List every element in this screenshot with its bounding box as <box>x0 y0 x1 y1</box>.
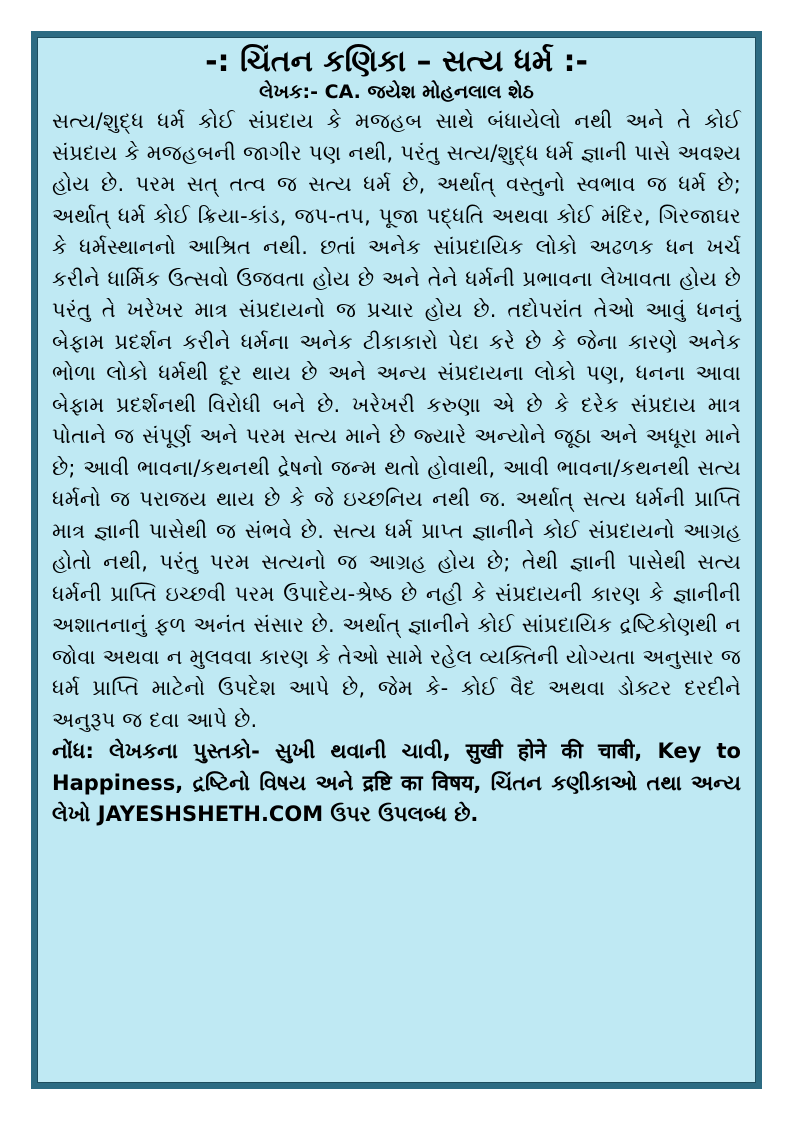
author-line: લેખક:- CA. જયેશ મોહનલાલ શેઠ <box>259 81 534 103</box>
document-panel <box>37 37 756 1083</box>
document-title: -: ચિંતન કણિકા – સત્ય ધર્મ :- <box>205 44 588 79</box>
document-frame <box>31 31 762 1089</box>
author-note: નોંધ: લેખકના પુસ્તકો- સુખી થવાની ચાવી, सुखी होने की चाबी, Key to Happiness, દ્રષ્ટિનો વિષય અને द्रष्टि का विषय, ચિંતન કણીકાઓ તથા અન્ય લેખો JAYESHSHETH.COM ઉપર ઉપલબ્ધ છે. <box>52 739 741 826</box>
body-paragraph: સત્ય/શુદ્ધ ધર્મ કોઈ સંપ્રદાય કે મજહબ સાથે બંધાયેલો નથી અને તે કોઈ સંપ્રદાય કે મજહબની જાગીર પણ નથી, પરંતુ સત્ય/શુદ્ધ ધર્મ જ્ઞાની પાસે અવશ્ય હોય છે. પરમ સત્ તત્વ જ સત્ય ધર્મ છે, અર્થાત્ વસ્તુનો સ્વભાવ જ ધર્મ છે; અર્થાત્ ધર્મ કોઈ ક્રિયા-કાંડ, જપ-તપ, પૂજા પદ્ધતિ અથવા કોઈ મંદિર, ગિરજાઘર કે ધર્મસ્થાનનો આશ્રિત નથી. છતાં અનેક સાંપ્રદાયિક લોકો અઢળક ધન ખર્ચ કરીને ધાર્મિક ઉત્સવો ઉજવતા હોય છે અને તેને ધર્મની પ્રભાવના લેખાવતા હોય છે પરંતુ તે ખરેખર માત્ર સંપ્રદાયનો જ પ્રચાર હોય છે. તદોપરાંત તેઓ આવું ધનનું બેફામ પ્રદર્શન કરીને ધર્મના અનેક ટીકાકારો પેદા કરે છે કે જેના કારણે અનેક ભોળા લોકો ધર્મથી દૂર થાય છે અને અન્ય સંપ્રદાયના લોકો પણ, ધનના આવા બેફામ પ્રદર્શનથી વિરોધી બને છે. ખરેખરી કરુણા એ છે કે દરેક સંપ્રદાય માત્ર પોતાને જ સંપૂર્ણ અને પરમ સત્ય માને છે જ્યારે અન્યોને જૂઠા અને અધૂરા માને છે; આવી ભાવના/કથનથી દ્રેષનો જન્મ થતો હોવાથી, આવી ભાવના/કથનથી સત્ય ધર્મનો જ પરાજય થાય છે કે જે ઇચ્છનિય નથી જ. અર્થાત્ સત્ય ધર્મની પ્રાપ્તિ માત્ર જ્ઞાની પાસેથી જ સંભવે છે. સત્ય ધર્મ પ્રાપ્ત જ્ઞાનીને કોઈ સંપ્રદાયનો આગ્રહ હોતો નથી, પરંતુ પરમ સત્યનો જ આગ્રહ હોય છે; તેથી જ્ઞાની પાસેથી સત્ય ધર્મની પ્રાપ્તિ ઇચ્છવી પરમ ઉપાદેય-શ્રેષ્ઠ છે નહી કે સંપ્રદાયની કારણ કે જ્ઞાનીની અશાતનાનું ફળ અનંત સંસાર છે. અર્થાત્ જ્ઞાનીને કોઈ સાંપ્રદાયિક દ્રષ્ટિકોણથી ન જોવા અથવા ન મુલવવા કારણ કે તેઓ સામે રહેલ વ્યક્તિની યોગ્યતા અનુસાર જ ધર્મ પ્રાપ્તિ માટેનો ઉપદેશ આપે છે, જેમ કે- કોઈ વૈદ અથવા ડોક્ટર દરદીને અનુરૂપ જ દવા આપે છે. <box>52 109 741 732</box>
